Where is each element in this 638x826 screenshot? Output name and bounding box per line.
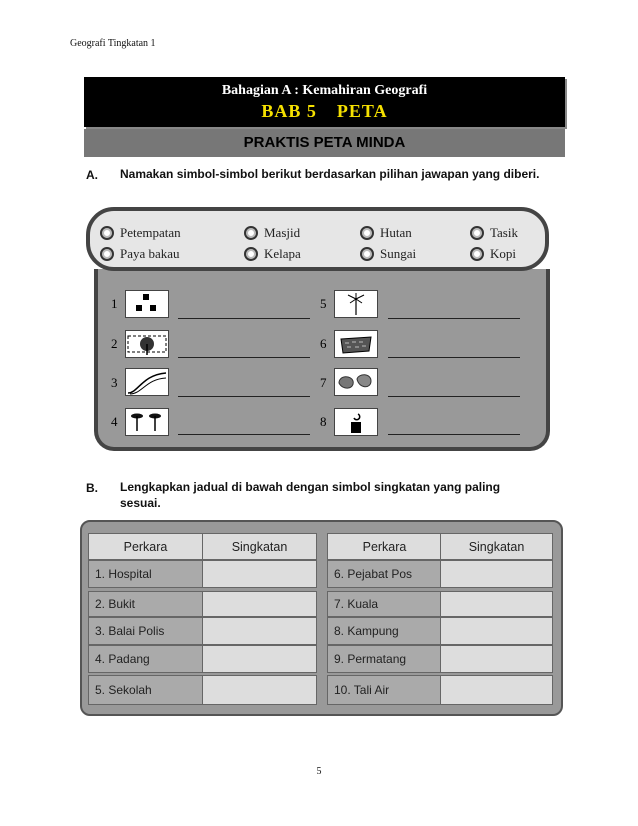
exercise-title: PRAKTIS PETA MINDA <box>84 129 565 157</box>
answer-cell[interactable] <box>440 645 553 673</box>
symbol-number: 5 <box>320 296 327 311</box>
choice-paya-bakau[interactable]: Paya bakau <box>100 246 180 262</box>
lake-icon <box>334 368 378 396</box>
answer-line[interactable] <box>178 357 310 358</box>
answer-line[interactable] <box>178 396 310 397</box>
answer-line[interactable] <box>388 434 520 435</box>
coffee-plant-icon <box>125 408 169 436</box>
answer-line[interactable] <box>178 434 310 435</box>
coconut-palm-icon <box>334 290 378 318</box>
header-perkara: Perkara <box>88 533 203 560</box>
choice-kelapa[interactable]: Kelapa <box>244 246 301 262</box>
answer-cell[interactable] <box>440 675 553 705</box>
chapter-banner <box>84 77 565 127</box>
radio-icon[interactable] <box>100 247 114 261</box>
radio-icon[interactable] <box>360 226 374 240</box>
table-row-item: 6. Pejabat Pos <box>327 560 442 588</box>
table-row-item: 1. Hospital <box>88 560 203 588</box>
banner-section-title: Bahagian A : Kemahiran Geografi <box>221 83 428 98</box>
table-row-item: 10. Tali Air <box>327 675 442 705</box>
answer-line[interactable] <box>388 318 520 319</box>
symbol-number: 3 <box>111 375 118 390</box>
table-row-item: 4. Padang <box>88 645 203 673</box>
page-number: 5 <box>316 766 322 777</box>
mosque-icon <box>334 408 378 436</box>
table-row-item: 9. Permatang <box>327 645 442 673</box>
answer-cell[interactable] <box>202 560 317 588</box>
radio-icon[interactable] <box>360 247 374 261</box>
table-row-item: 5. Sekolah <box>88 675 203 705</box>
radio-icon[interactable] <box>470 226 484 240</box>
symbol-number: 8 <box>320 414 327 429</box>
answer-cell[interactable] <box>202 617 317 645</box>
swamp-mangrove-icon <box>334 330 378 358</box>
section-b-instruction: Lengkapkan jadual di bawah dengan simbol singkatan yang paling sesuai. <box>120 480 501 510</box>
section-a-label: A. <box>86 168 98 182</box>
symbol-number: 2 <box>111 336 118 351</box>
answer-choices <box>86 207 549 271</box>
table-row-item: 7. Kuala <box>327 591 442 617</box>
answer-cell[interactable] <box>440 617 553 645</box>
answer-cell[interactable] <box>202 591 317 617</box>
forest-tree-icon <box>125 330 169 358</box>
answer-cell[interactable] <box>440 591 553 617</box>
symbol-number: 7 <box>320 375 327 390</box>
header-singkatan: Singkatan <box>202 533 317 560</box>
table-row-item: 2. Bukit <box>88 591 203 617</box>
table-row-item: 8. Kampung <box>327 617 442 645</box>
banner-chapter <box>84 101 565 122</box>
radio-icon[interactable] <box>470 247 484 261</box>
symbol-number: 4 <box>111 414 118 429</box>
header-singkatan: Singkatan <box>440 533 553 560</box>
section-a-instruction: Namakan simbol-simbol berikut berdasarkan pilihan jawapan yang diberi. <box>120 167 540 181</box>
radio-icon[interactable] <box>244 247 258 261</box>
answer-line[interactable] <box>178 318 310 319</box>
radio-icon[interactable] <box>100 226 114 240</box>
answer-line[interactable] <box>388 357 520 358</box>
choice-petempatan[interactable]: Petempatan <box>100 225 181 241</box>
symbol-number: 6 <box>320 336 327 351</box>
choice-masjid[interactable]: Masjid <box>244 225 300 241</box>
choice-sungai[interactable]: Sungai <box>360 246 416 262</box>
river-curve-icon <box>125 368 169 396</box>
settlement-squares-icon <box>125 290 169 318</box>
answer-cell[interactable] <box>202 675 317 705</box>
running-header: Geografi Tingkatan 1 <box>70 38 156 49</box>
table-row-item: 3. Balai Polis <box>88 617 203 645</box>
answer-line[interactable] <box>388 396 520 397</box>
section-b-label: B. <box>86 481 98 495</box>
choice-kopi[interactable]: Kopi <box>470 246 516 262</box>
radio-icon[interactable] <box>244 226 258 240</box>
answer-cell[interactable] <box>440 560 553 588</box>
banner-bab: BAB 5 <box>261 101 317 121</box>
choice-tasik[interactable]: Tasik <box>470 225 518 241</box>
banner-topic: PETA <box>336 101 388 121</box>
choice-hutan[interactable]: Hutan <box>360 225 412 241</box>
header-perkara: Perkara <box>327 533 442 560</box>
symbol-number: 1 <box>111 296 118 311</box>
answer-cell[interactable] <box>202 645 317 673</box>
